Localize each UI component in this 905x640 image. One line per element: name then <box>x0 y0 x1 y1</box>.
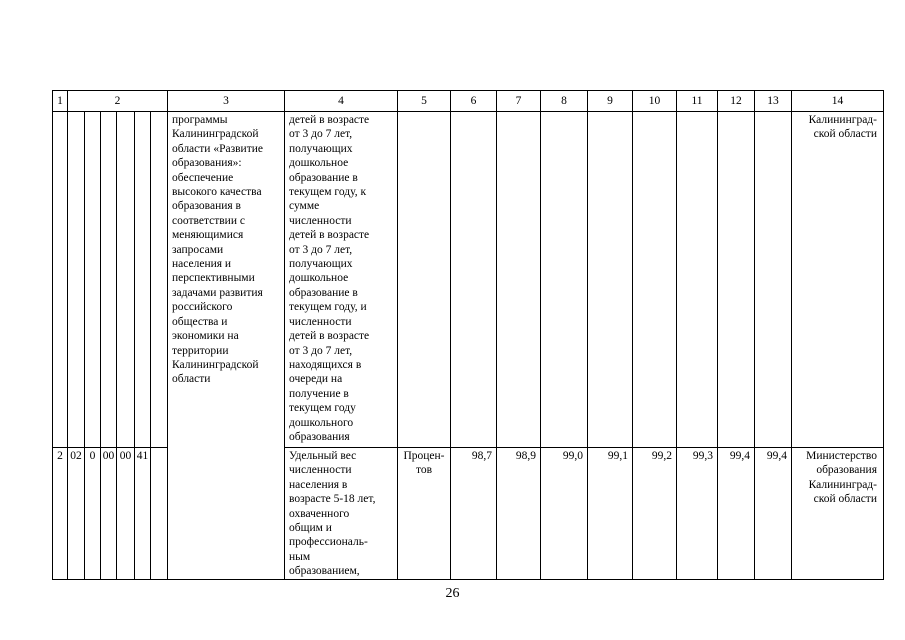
code-cell <box>135 112 151 448</box>
program-name-cell: программы Калининградской области «Развитие образования»: обеспечение высокого качества образования в соответствии с меняющимися запросами населения и перспективными задачами развития российского общества и экономики на территории Калининградской области <box>168 112 285 580</box>
header-cell: 3 <box>168 91 285 112</box>
header-cell: 4 <box>285 91 398 112</box>
header-cell: 2 <box>68 91 168 112</box>
code-cell <box>117 112 135 448</box>
indicator-description-cell: Удельный вес численности населения в возрасте 5-18 лет, охваченного общим и профессиональ- ным образованием, <box>285 448 398 580</box>
header-cell: 6 <box>451 91 497 112</box>
value-cell <box>541 112 588 448</box>
value-cell <box>718 112 755 448</box>
code-cell: 41 <box>135 448 151 580</box>
value-cell <box>588 112 633 448</box>
header-cell: 11 <box>677 91 718 112</box>
responsible-cell: Министерство образования Калининград- ской области <box>792 448 884 580</box>
code-cell <box>68 112 85 448</box>
value-cell: 99,3 <box>677 448 718 580</box>
value-cell <box>755 112 792 448</box>
header-cell: 13 <box>755 91 792 112</box>
code-cell <box>85 112 101 448</box>
code-cell <box>151 448 168 580</box>
table-row <box>53 112 884 448</box>
value-cell: 99,2 <box>633 448 677 580</box>
code-cell <box>101 112 117 448</box>
table-header-row <box>53 91 884 112</box>
code-cell <box>53 112 68 448</box>
header-cell: 1 <box>53 91 68 112</box>
header-cell: 10 <box>633 91 677 112</box>
indicator-table <box>52 90 884 580</box>
value-cell <box>497 112 541 448</box>
header-cell: 8 <box>541 91 588 112</box>
value-cell: 98,9 <box>497 448 541 580</box>
page-number: 26 <box>445 586 460 601</box>
code-cell: 2 <box>53 448 68 580</box>
code-cell: 0 <box>85 448 101 580</box>
value-cell <box>677 112 718 448</box>
responsible-cell: Калининград- ской области <box>792 112 884 448</box>
header-cell: 7 <box>497 91 541 112</box>
value-cell: 99,4 <box>755 448 792 580</box>
indicator-description-cell: детей в возрасте от 3 до 7 лет, получающих дошкольное образование в текущем году, к сумме численности детей в возрасте от 3 до 7 лет, получающих дошкольное образование в текущем году, и численности детей в возрасте от 3 до 7 лет, находящихся в очереди на получение в текущем году дошкольного образования <box>285 112 398 448</box>
unit-cell: Процен- тов <box>398 448 451 580</box>
code-cell: 00 <box>101 448 117 580</box>
code-cell: 02 <box>68 448 85 580</box>
value-cell <box>451 112 497 448</box>
code-cell <box>151 112 168 448</box>
code-cell: 00 <box>117 448 135 580</box>
unit-cell <box>398 112 451 448</box>
value-cell: 99,1 <box>588 448 633 580</box>
value-cell: 99,0 <box>541 448 588 580</box>
value-cell: 99,4 <box>718 448 755 580</box>
header-cell: 12 <box>718 91 755 112</box>
value-cell <box>633 112 677 448</box>
value-cell: 98,7 <box>451 448 497 580</box>
header-cell: 14 <box>792 91 884 112</box>
header-cell: 5 <box>398 91 451 112</box>
header-cell: 9 <box>588 91 633 112</box>
